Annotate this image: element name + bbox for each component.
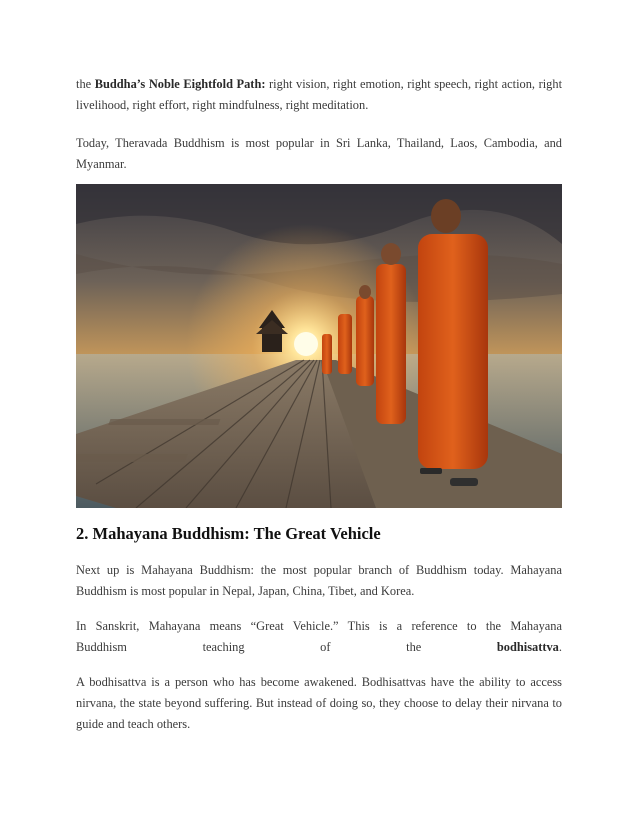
eightfold-path-term: Buddha’s Noble Eightfold Path: xyxy=(94,77,266,91)
monks-on-pier-photo xyxy=(76,184,562,508)
eightfold-path-paragraph xyxy=(76,74,562,116)
bodhisattva-definition-paragraph: A bodhisattva is a person who has become awakened. Bodhisattvas have the ability to access nirvana, the state beyond suffering. But instead of doing so, they choose to delay their nirvana to guide and teach others. xyxy=(76,675,562,731)
section-heading: 2. Mahayana Buddhism: The Great Vehicle xyxy=(76,524,381,543)
p1-rest: right vision, right emotion, right speech, right action, right livelihood, right effort, right mindfulness, right meditation. xyxy=(76,77,563,112)
mahayana-intro-paragraph: Next up is Mahayana Buddhism: the most popular branch of Buddhism today. Mahayana Buddhism is most popular in Nepal, Japan, China, Tibet, and Korea. xyxy=(76,563,562,598)
sanskrit-line-1: In Sanskrit, Mahayana means “Great Vehicle.” This is a reference to the Mahayana xyxy=(76,619,562,633)
sanskrit-line-2-suffix: . xyxy=(558,640,562,654)
theravada-countries-paragraph: Today, Theravada Buddhism is most popular in Sri Lanka, Thailand, Laos, Cambodia, and Myanmar. xyxy=(76,136,562,171)
bodhisattva-term: bodhisattva xyxy=(496,640,559,654)
sanskrit-meaning-paragraph xyxy=(76,616,562,658)
sanskrit-line-2 xyxy=(76,637,562,658)
sanskrit-line-2-prefix: Buddhism teaching of the xyxy=(76,640,497,654)
p1-prefix: the xyxy=(76,77,95,91)
